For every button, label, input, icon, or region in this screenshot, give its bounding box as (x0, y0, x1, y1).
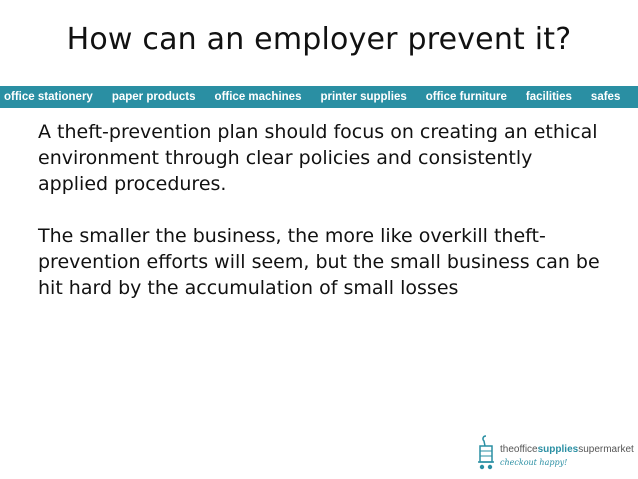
nav-item-paper-products[interactable]: paper products (111, 91, 196, 103)
nav-item-office-stationery[interactable]: office stationery (4, 91, 93, 103)
slide-body (38, 119, 608, 327)
logo-text-part3: supermarket (578, 444, 634, 455)
nav-item-facilities[interactable]: facilities (525, 91, 572, 103)
nav-item-office-furniture[interactable]: office furniture (425, 91, 507, 103)
shopping-cart-icon (474, 434, 498, 474)
logo-tagline: checkout happy! (500, 458, 568, 467)
nav-item-safes[interactable]: safes (590, 91, 621, 103)
category-nav-bar (0, 86, 638, 108)
logo-wordmark (500, 444, 634, 455)
nav-item-printer-supplies[interactable]: printer supplies (320, 91, 407, 103)
paragraph-theft-prevention-plan: A theft-prevention plan should focus on creating an ethical environment through clear policies and consistently applied procedures. (38, 121, 598, 195)
paragraph-small-business: The smaller the business, the more like overkill theft-prevention efforts will seem, but the small business can be hit hard by the accumulation of small losses (38, 225, 600, 299)
logo-text-part2: supplies (537, 444, 579, 455)
slide-title: How can an employer prevent it? (66, 22, 572, 57)
company-logo (474, 434, 634, 474)
logo-text-part1: theoffice (500, 444, 538, 455)
nav-item-office-machines[interactable]: office machines (214, 91, 302, 103)
